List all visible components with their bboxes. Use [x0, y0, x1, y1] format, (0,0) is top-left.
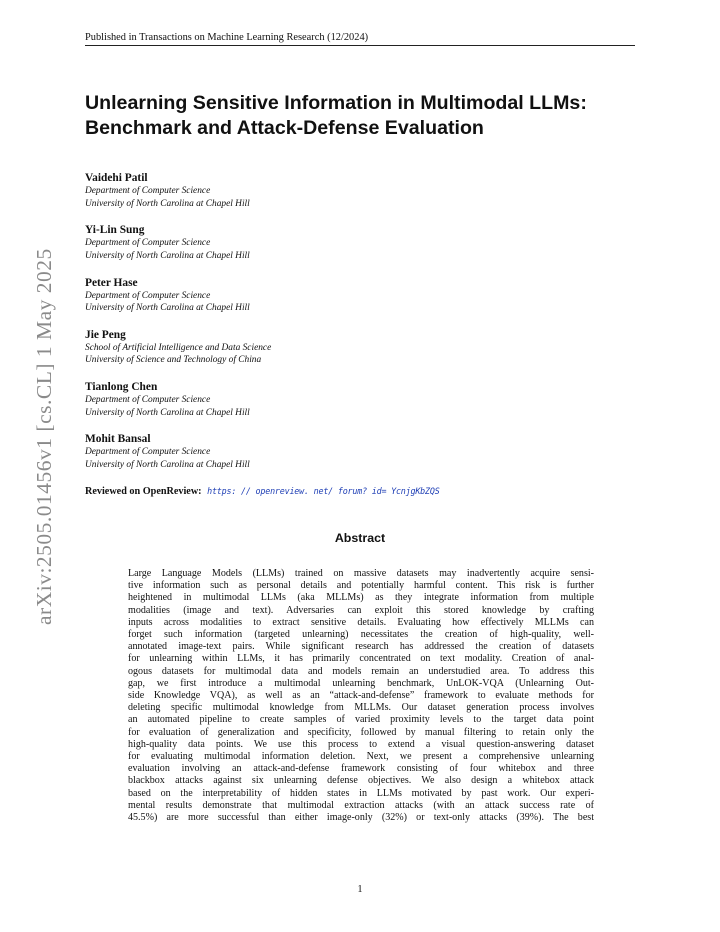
paper-title: [85, 91, 645, 141]
abstract-heading: Abstract: [334, 531, 386, 545]
abstract-line: 45.5%) are more successful than either image-only (32%) or text-only attacks (39%). The best: [128, 812, 594, 824]
title-line: Benchmark and Attack-Defense Evaluation: [85, 117, 484, 139]
abstract-line: forget such information (targeted unlearning) necessitates the creation of high-quality, well-: [128, 629, 594, 641]
author-department: School of Artificial Intelligence and Data Science: [85, 342, 272, 353]
author-university: University of North Carolina at Chapel Hill: [85, 407, 250, 418]
journal-header: Published in Transactions on Machine Learning Research (12/2024): [85, 32, 369, 43]
author-name: Jie Peng: [85, 328, 126, 341]
author-university: University of North Carolina at Chapel Hill: [85, 303, 250, 314]
abstract-line: for evaluating multimodal information deletion. Next, we present a comprehensive unlearning: [128, 751, 594, 763]
author-entry: [85, 380, 545, 432]
author-department: Department of Computer Science: [85, 290, 211, 301]
author-name: Peter Hase: [85, 276, 138, 289]
abstract-line: for evaluation of generalization and specificity, followed by manual filtering to retain only the: [128, 726, 594, 738]
abstract-line: blackbox attacks against six unlearning defense objectives. We also design a whitebox attack: [128, 775, 594, 787]
author-entry: [85, 223, 545, 275]
author-department: Department of Computer Science: [85, 186, 211, 196]
author-list: [85, 171, 545, 485]
abstract-line: modalities (image and text). Adversaries can exploit this stored knowledge by crafting: [128, 604, 594, 616]
author-department: Department of Computer Science: [85, 395, 211, 406]
arxiv-stamp: arXiv:2505.01456v1 [cs.CL] 1 May 2025: [32, 248, 56, 625]
abstract-line: evaluation involving an attack-and-defense framework consisting of four whitebox and three: [128, 763, 594, 775]
author-university: University of North Carolina at Chapel Hill: [85, 198, 250, 209]
abstract-line: based on the interpretability of hidden states in LLMs motivated by past work. Our experi-: [128, 787, 594, 799]
author-name: Yi-Lin Sung: [85, 224, 145, 237]
abstract-line: inputs across modalities to extract sensitive details. Evaluating how effectively MLLMs can: [128, 616, 594, 628]
title-line: Unlearning Sensitive Information in Multimodal LLMs:: [85, 92, 587, 114]
author-entry: [85, 432, 545, 484]
author-department: Department of Computer Science: [85, 447, 211, 458]
page-number: 1: [357, 884, 363, 895]
author-university: University of Science and Technology of China: [85, 355, 262, 366]
author-university: University of North Carolina at Chapel Hill: [85, 459, 250, 470]
abstract-line: gap, we first introduce a multimodal unlearning benchmark, UnLOK-VQA (Unlearning Out-: [128, 677, 594, 689]
author-name: Mohit Bansal: [85, 433, 151, 446]
author-university: University of North Carolina at Chapel Hill: [85, 250, 250, 261]
abstract-line: high-quality data points. We use this process to extend a visual question-answering dataset: [128, 738, 594, 750]
abstract-line: for unlearning within LLMs, it has primarily concentrated on text modality. Creation of anal-: [128, 653, 594, 665]
abstract-line: heightened in multimodal LLMs (aka MLLMs) as they integrate information from multiple: [128, 592, 594, 604]
abstract-line: deleting specific multimodal knowledge from MLLMs. Our dataset generation process involves: [128, 702, 594, 714]
abstract-line: side Knowledge VQA), as well as an “attack-and-defense” framework to evaluate methods for: [128, 690, 594, 702]
abstract-line: an automated pipeline to create samples of varied proximity levels to the target data point: [128, 714, 594, 726]
abstract-line: Large Language Models (LLMs) trained on massive datasets may inadvertently acquire sensi-: [128, 568, 594, 579]
abstract-line: annotated image-text pairs. While significant research has addressed the creation of datasets: [128, 641, 594, 653]
abstract-line: mental results demonstrate that multimodal extraction attacks (with an attack success rate of: [128, 799, 594, 811]
author-entry: [85, 328, 545, 380]
reviewed-label: Reviewed on OpenReview:: [85, 486, 202, 497]
author-name: Vaidehi Patil: [85, 172, 148, 184]
author-entry: [85, 171, 545, 223]
abstract-line: tive information such as personal details and potentially harmful content. This risk is further: [128, 580, 594, 592]
abstract-body: [128, 568, 594, 824]
author-department: Department of Computer Science: [85, 238, 211, 249]
abstract-line: ogous datasets for multimodal data and models remain an understudied area. To address this: [128, 665, 594, 677]
author-name: Tianlong Chen: [85, 381, 158, 394]
reviewed-on-openreview: [85, 486, 645, 497]
openreview-link[interactable]: https: // openreview. net/ forum? id= YcnjgKbZQS: [207, 486, 440, 496]
author-entry: [85, 276, 545, 328]
header-rule: [85, 45, 635, 46]
